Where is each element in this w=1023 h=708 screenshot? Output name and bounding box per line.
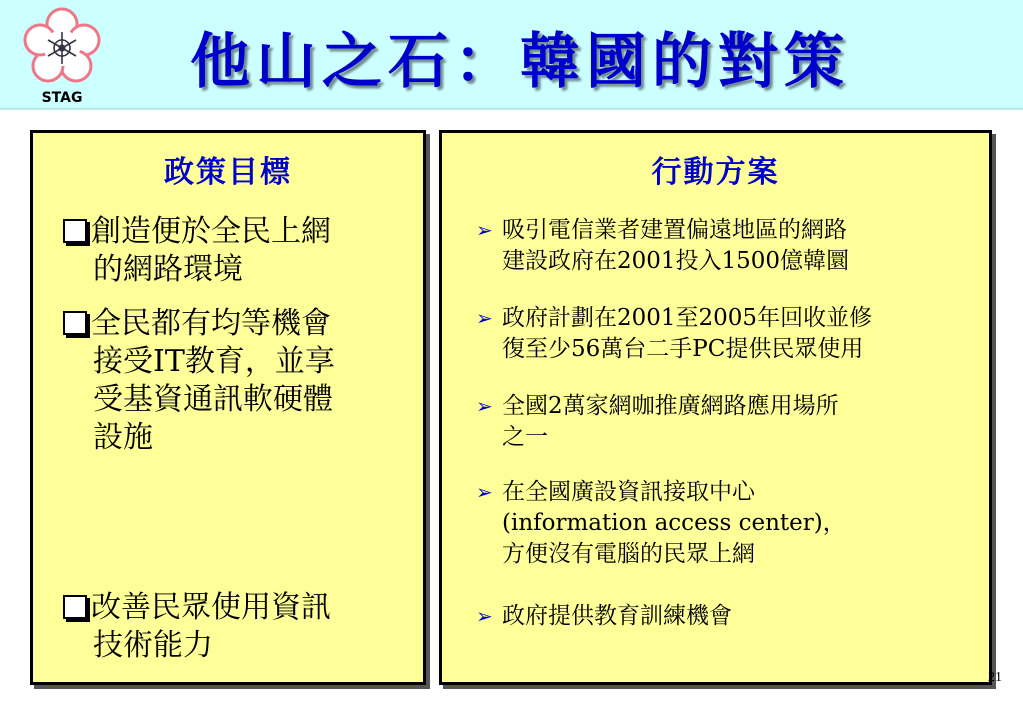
action-item [476,477,976,570]
goal-item [63,305,383,457]
action-item [476,215,976,277]
action-text: 復至少56萬台二手PC提供民眾使用 [502,336,864,362]
action-text: 政府提供教育訓練機會 [502,603,732,629]
action-text: 全國2萬家網咖推廣網路應用場所 [502,393,839,419]
arrowhead-icon: ➢ [476,218,493,242]
action-text: 建設政府在2001投入1500億韓圜 [502,248,850,274]
slide-number: 21 [988,670,1002,685]
header-divider [0,108,1023,111]
checkbox-square-icon [63,219,87,243]
goal-item [63,213,383,289]
action-text: 方便沒有電腦的民眾上網 [502,541,755,567]
checkbox-square-icon [63,595,87,619]
action-text: 在全國廣設資訊接取中心 [502,479,755,505]
goal-text: 設施 [93,420,153,455]
arrowhead-icon: ➢ [476,480,493,504]
arrowhead-icon: ➢ [476,604,493,628]
policy-goals-panel [30,130,426,685]
page-title: 他山之石：韓國的對策 [190,27,850,97]
goal-text: 全民都有均等機會 [91,306,331,341]
goal-text: 接受IT教育，並享 [93,344,335,379]
plum-blossom-emblem-icon [22,6,102,90]
logo [22,6,102,106]
goal-text: 受基資通訊軟硬體 [93,382,333,417]
goal-text: 改善民眾使用資訊 [91,590,331,625]
action-item [476,601,976,632]
action-text: (information access center)， [502,510,846,536]
goal-text: 技術能力 [93,628,213,663]
checkbox-square-icon [63,311,87,335]
arrowhead-icon: ➢ [476,394,493,418]
action-plan-title: 行動方案 [651,155,780,190]
goal-text: 的網路環境 [93,252,243,287]
action-text: 吸引電信業者建置偏遠地區的網路 [502,217,847,243]
action-text: 之一 [502,424,548,450]
action-plan-panel [439,130,992,685]
action-text: 政府計劃在2001至2005年回收並修 [502,305,873,331]
goal-item [63,589,383,665]
action-item [476,391,976,453]
action-item [476,303,976,365]
logo-text: STAG [41,90,83,106]
arrowhead-icon: ➢ [476,306,493,330]
goal-text: 創造便於全民上網 [91,214,331,249]
policy-goals-title: 政策目標 [164,155,292,190]
